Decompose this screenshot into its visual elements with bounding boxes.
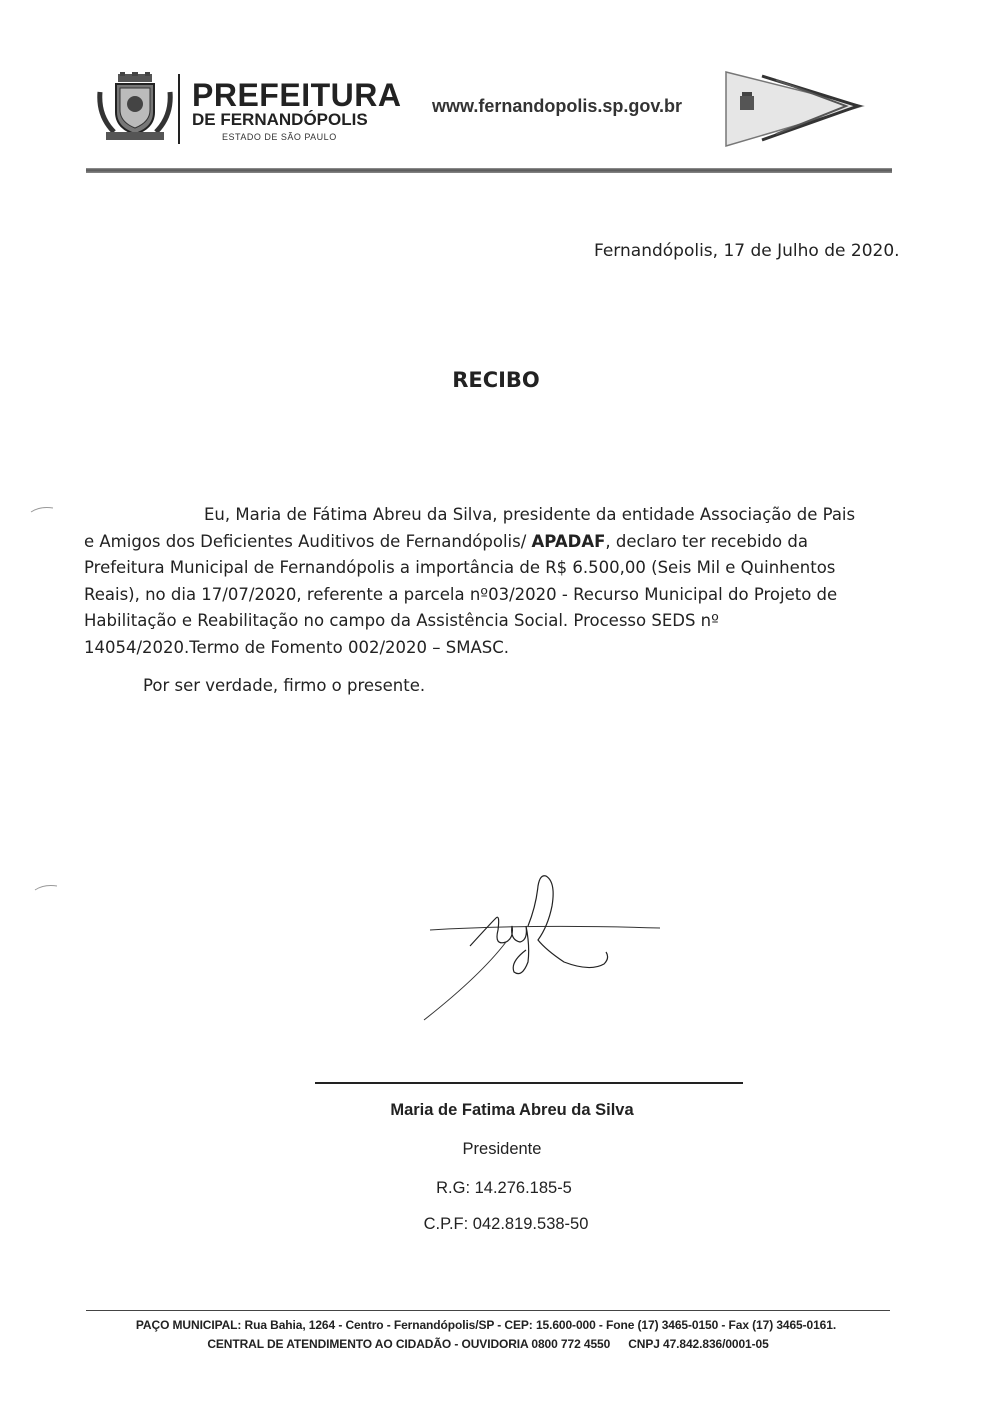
signer-rg: R.G: 14.276.185-5	[436, 1179, 572, 1197]
margin-mark	[34, 882, 58, 892]
org-subtitle: DE FERNANDÓPOLIS	[192, 110, 368, 129]
entity-acronym: APADAF	[531, 531, 606, 551]
signer-name: Maria de Fatima Abreu da Silva	[390, 1101, 634, 1119]
municipal-crest-icon	[96, 72, 174, 142]
org-state: ESTADO DE SÃO PAULO	[222, 132, 337, 142]
closing-statement: Por ser verdade, firmo o presente.	[143, 676, 426, 695]
header-rule	[86, 168, 892, 173]
footer-contact	[0, 1337, 976, 1351]
org-name: PREFEITURA	[192, 77, 402, 113]
header-divider	[178, 74, 180, 144]
signature-line	[315, 1082, 743, 1084]
municipal-flag-icon	[722, 66, 870, 150]
paragraph-text: , declaro ter recebido da Prefeitura Municipal de Fernandópolis a importância de R$ 6.500,00 (Seis Mil e Quinhentos Reais), no dia 17/07/2020, referente a parcela nº03/2020 - Recurso Municipal do Projeto de Habilitação e Reabilitação no campo da Assistência Social. Processo SEDS nº 14054/2020.Termo de Fomento 002/2020 – SMASC.	[84, 531, 838, 657]
signer-cpf: C.P.F: 042.819.538-50	[423, 1215, 589, 1233]
footer-cnpj: CNPJ 47.842.836/0001-05	[628, 1337, 769, 1351]
footer-ombudsman: CENTRAL DE ATENDIMENTO AO CIDADÃO - OUVIDORIA 0800 772 4550	[207, 1337, 611, 1351]
document-title: RECIBO	[452, 368, 540, 392]
receipt-paragraph	[84, 502, 864, 662]
footer-address: PAÇO MUNICIPAL: Rua Bahia, 1264 - Centro - Fernandópolis/SP - CEP: 15.600-000 - Fone (17) 3465-0150 - Fax (17) 3465-0161.	[135, 1318, 837, 1332]
paragraph-text: Eu, Maria de Fátima Abreu da Silva, presidente da entidade Associação de Pais e Amigos dos Deficientes Auditivos de Fernandópolis/	[84, 505, 856, 551]
signer-role: Presidente	[462, 1140, 542, 1158]
handwritten-signature	[410, 866, 680, 1026]
margin-mark	[30, 504, 54, 514]
document-date: Fernandópolis, 17 de Julho de 2020.	[594, 241, 900, 261]
footer-rule	[86, 1310, 890, 1311]
website-link[interactable]: www.fernandopolis.sp.gov.br	[432, 96, 683, 116]
